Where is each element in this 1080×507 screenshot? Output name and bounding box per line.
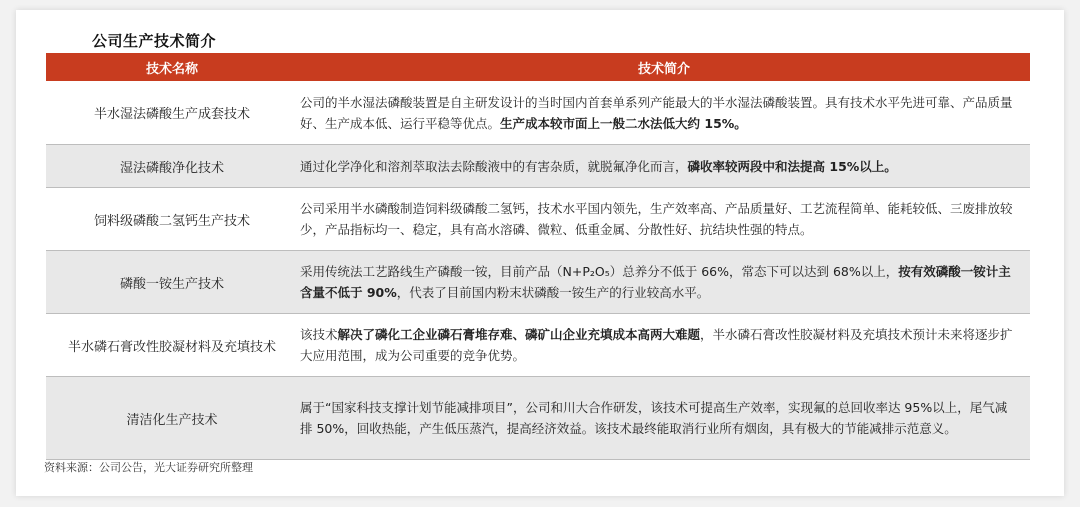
tech-desc	[298, 188, 1030, 250]
tech-desc	[298, 81, 1030, 144]
desc-highlight: 磷收率较两段中和法提高 15%以上。	[687, 158, 897, 174]
tech-desc	[298, 145, 1030, 187]
desc-highlight: 解决了磷化工企业磷石膏堆存难、磷矿山企业充填成本高两大难题	[337, 327, 701, 342]
desc-text-tail: ，半水磷石膏改性胶凝材料及充填技术预计未来将逐步扩大应用范围，成为公司重要的竞争优势。	[300, 327, 1013, 363]
tech-name: 半水磷石膏改性胶凝材料及充填技术	[67, 339, 276, 355]
header-tech-name: 技术名称	[145, 61, 198, 77]
tech-name: 饲料级磷酸二氢钙生产技术	[93, 213, 250, 229]
desc-highlight: 生产成本较市面上一般二水法低大约 15%。	[500, 115, 747, 131]
table-row	[46, 81, 1030, 145]
table-title: 公司生产技术简介	[92, 32, 217, 50]
tech-name: 半水湿法磷酸生产成套技术	[93, 107, 250, 122]
desc-text: 公司采用半水磷酸制造饲料级磷酸二氢钙，技术水平国内领先，生产效率高、产品质量好、工艺流程简单、能耗较低、三废排放较少，产品指标均一、稳定，具有高水溶磷、微粒、低重金属、分散性好、抗结块性强的特点。	[300, 201, 1013, 237]
tech-name: 湿法磷酸净化技术	[119, 160, 224, 176]
desc-highlight: 按有效磷酸一铵计主含量不低于 90%	[300, 264, 1011, 300]
table-row	[46, 188, 1030, 251]
desc-text: 该技术	[300, 327, 338, 342]
desc-text: 公司的半水湿法磷酸装置是自主研发设计的当时国内首套单系列产能最大的半水湿法磷酸装置。具有技术水平先进可靠、产品质量好、生产成本低、运行平稳等优点。	[300, 94, 1013, 131]
header-tech-desc: 技术简介	[637, 61, 690, 77]
tech-name: 磷酸一铵生产技术	[119, 276, 224, 292]
table-header	[46, 53, 1030, 81]
tech-name: 清洁化生产技术	[126, 412, 218, 428]
table-row	[46, 251, 1030, 314]
desc-text: 通过化学净化和溶剂萃取法去除酸液中的有害杂质，就脱氟净化而言，	[300, 158, 688, 174]
technology-table	[46, 53, 1030, 460]
table-row	[46, 145, 1030, 188]
desc-text-tail: ，代表了目前国内粉末状磷酸一铵生产的行业较高水平。	[396, 285, 710, 300]
source-note: 资料来源：公司公告，光大证券研究所整理	[44, 461, 253, 474]
desc-text: 采用传统法工艺路线生产磷酸一铵，目前产品（N+P₂O₅）总养分不低于 66%，常态下可以达到 68%以上，	[300, 264, 899, 279]
tech-desc	[298, 251, 1030, 313]
tech-desc	[298, 377, 1030, 459]
tech-desc	[298, 314, 1030, 376]
table-row	[46, 377, 1030, 460]
table-row	[46, 314, 1030, 377]
desc-text: 属于“国家科技支撑计划节能减排项目”，公司和川大合作研发，该技术可提高生产效率，实现氟的总回收率达 95%以上，尾气减排 50%，回收热能，产生低压蒸汽，提高经济效益。该技术最终能取消行业所有烟囱，具有极大的节能减排示范意义。	[300, 400, 1008, 436]
